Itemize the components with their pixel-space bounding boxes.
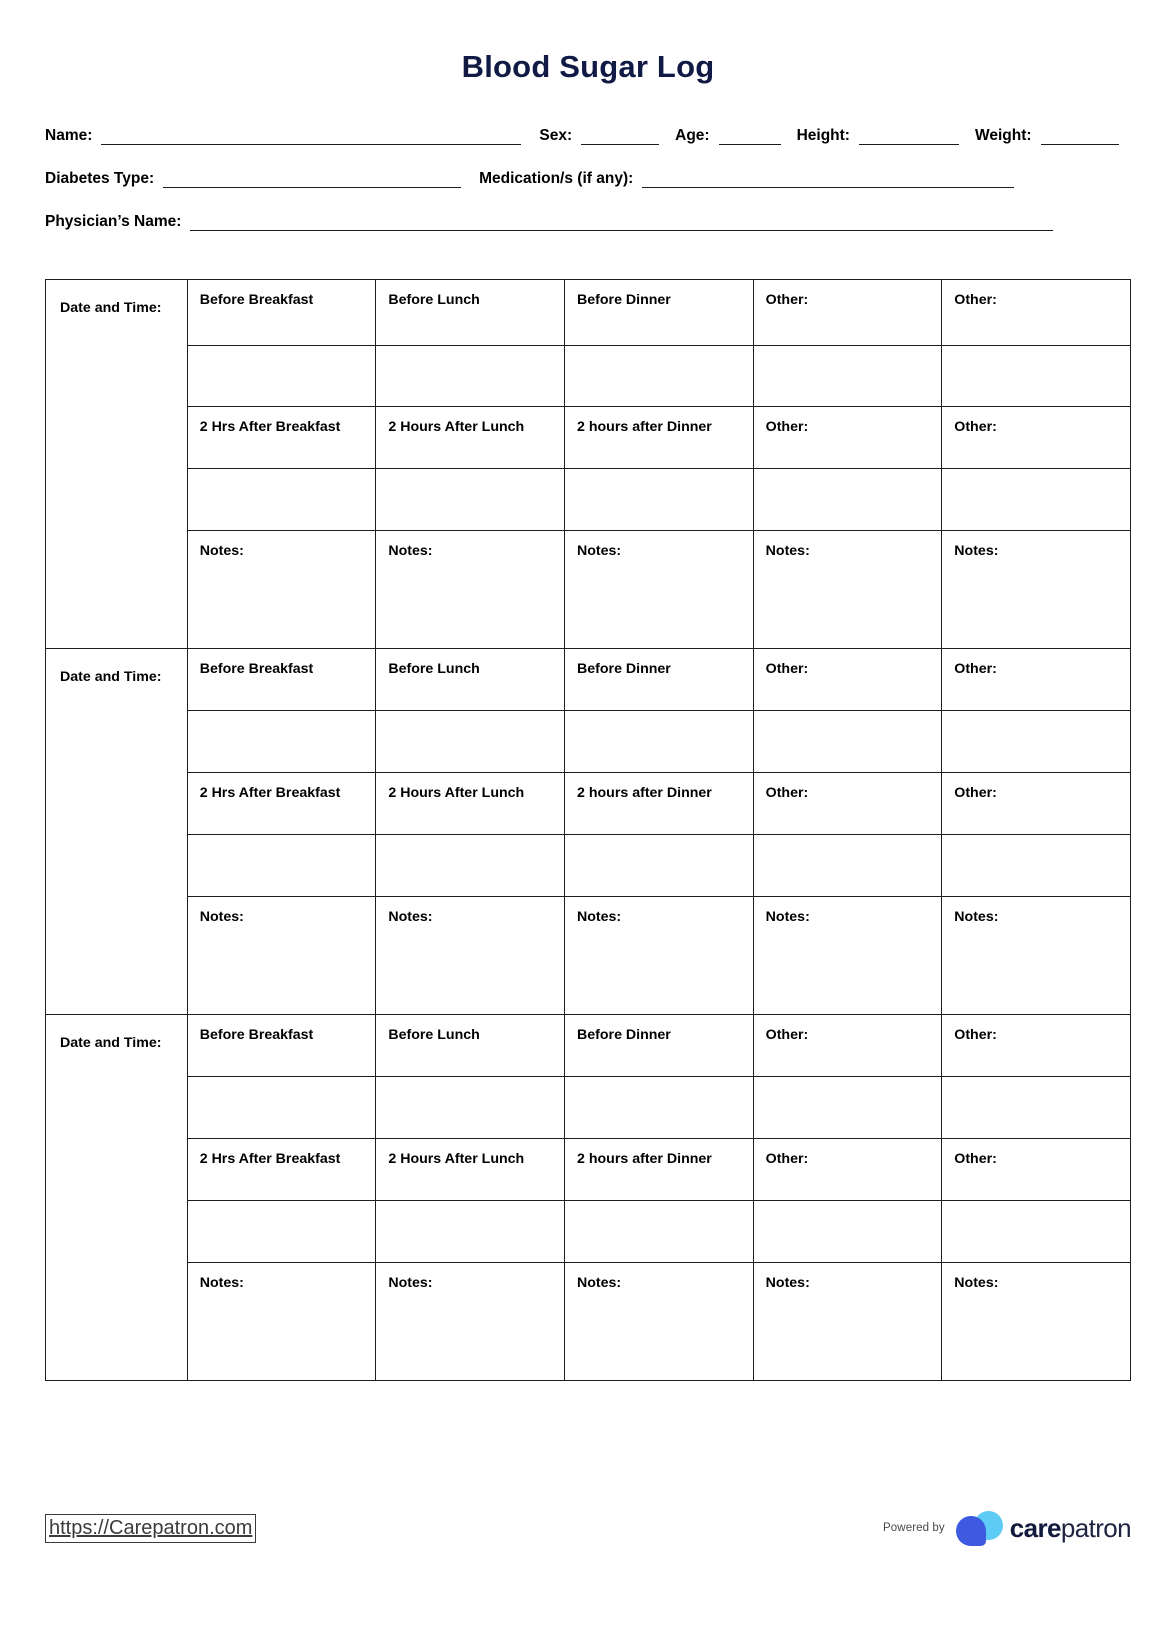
entry-after-breakfast-1[interactable] [187,469,376,531]
field-label-physician-name: Physician’s Name: [45,213,182,231]
header-after-breakfast-1: 2 Hrs After Breakfast [187,407,376,469]
table-row [46,1077,1131,1139]
entry-other-b-1[interactable] [942,346,1131,407]
entry-after-lunch-3[interactable] [376,1201,565,1263]
table-row [46,1015,1131,1077]
header-before-breakfast-2: Before Breakfast [187,649,376,711]
header-after-breakfast-2: 2 Hrs After Breakfast [187,773,376,835]
carepatron-logo [956,1511,1131,1545]
entry-before-breakfast-2[interactable] [187,711,376,773]
entry-after-other-a-3[interactable] [753,1201,942,1263]
header-before-lunch-3: Before Lunch [376,1015,565,1077]
field-label-diabetes-type: Diabetes Type: [45,170,155,188]
carepatron-website-link[interactable]: https://Carepatron.com [45,1514,256,1543]
header-before-breakfast-3: Before Breakfast [187,1015,376,1077]
entry-after-other-b-1[interactable] [942,469,1131,531]
field-name [45,127,521,145]
notes-cell-3-1[interactable]: Notes: [187,1263,376,1381]
field-height [797,127,959,145]
entry-after-other-a-2[interactable] [753,835,942,897]
field-label-medications: Medication/s (if any): [479,170,634,188]
header-other-b-2: Other: [942,649,1131,711]
table-row [46,407,1131,469]
table-row [46,773,1131,835]
diabetes-type-input[interactable] [163,173,461,188]
header-after-breakfast-3: 2 Hrs After Breakfast [187,1139,376,1201]
header-other-b-3: Other: [942,1015,1131,1077]
entry-after-lunch-1[interactable] [376,469,565,531]
notes-cell-2-1[interactable]: Notes: [187,897,376,1015]
header-before-lunch-1: Before Lunch [376,280,565,346]
entry-after-dinner-3[interactable] [565,1201,754,1263]
entry-before-dinner-1[interactable] [565,346,754,407]
field-label-height: Height: [796,127,850,145]
header-after-other-a-1: Other: [753,407,942,469]
physician-name-input[interactable] [190,216,1053,231]
table-row [46,469,1131,531]
carepatron-wordmark [1010,1514,1131,1542]
table-row [46,1263,1131,1381]
header-other-a-2: Other: [753,649,942,711]
entry-other-a-1[interactable] [753,346,942,407]
notes-cell-1-2[interactable]: Notes: [376,531,565,649]
field-label-weight: Weight: [974,127,1032,145]
header-after-other-b-2: Other: [942,773,1131,835]
page-title: Blood Sugar Log [461,49,715,84]
sex-input[interactable] [581,130,659,145]
notes-cell-2-4[interactable]: Notes: [753,897,942,1015]
table-row [46,531,1131,649]
header-after-lunch-3: 2 Hours After Lunch [376,1139,565,1201]
notes-cell-2-3[interactable]: Notes: [565,897,754,1015]
entry-after-breakfast-2[interactable] [187,835,376,897]
brand-block [883,1511,1131,1545]
entry-after-other-b-2[interactable] [942,835,1131,897]
wordmark-patron: patron [1060,1513,1131,1543]
header-before-lunch-2: Before Lunch [376,649,565,711]
table-row [46,1201,1131,1263]
header-after-lunch-1: 2 Hours After Lunch [376,407,565,469]
field-diabetes-type [45,170,461,188]
entry-after-breakfast-3[interactable] [187,1201,376,1263]
patient-info-form [45,123,1131,231]
notes-cell-1-3[interactable]: Notes: [565,531,754,649]
notes-cell-1-5[interactable]: Notes: [942,531,1131,649]
header-before-dinner-1: Before Dinner [565,280,754,346]
header-before-dinner-2: Before Dinner [565,649,754,711]
entry-other-b-3[interactable] [942,1077,1131,1139]
entry-other-a-2[interactable] [753,711,942,773]
form-row-diabetes [45,166,1131,188]
notes-cell-1-4[interactable]: Notes: [753,531,942,649]
notes-cell-3-3[interactable]: Notes: [565,1263,754,1381]
notes-cell-1-1[interactable]: Notes: [187,531,376,649]
table-row [46,1139,1131,1201]
form-row-physician [45,209,1131,231]
entry-before-lunch-1[interactable] [376,346,565,407]
header-other-b-1: Other: [942,280,1131,346]
datetime-cell-1[interactable]: Date and Time: [46,280,188,649]
entry-other-b-2[interactable] [942,711,1131,773]
entry-before-breakfast-3[interactable] [187,1077,376,1139]
header-after-dinner-2: 2 hours after Dinner [565,773,754,835]
medications-input[interactable] [642,173,1014,188]
entry-before-breakfast-1[interactable] [187,346,376,407]
notes-cell-3-5[interactable]: Notes: [942,1263,1131,1381]
datetime-cell-3[interactable]: Date and Time: [46,1015,188,1381]
entry-before-dinner-2[interactable] [565,711,754,773]
entry-after-other-a-1[interactable] [753,469,942,531]
table-row [46,346,1131,407]
entry-other-a-3[interactable] [753,1077,942,1139]
entry-after-dinner-1[interactable] [565,469,754,531]
entry-after-lunch-2[interactable] [376,835,565,897]
field-label-age: Age: [675,127,710,145]
table-row [46,835,1131,897]
carepatron-logo-icon [956,1511,1003,1545]
header-before-breakfast-1: Before Breakfast [187,280,376,346]
table-row [46,897,1131,1015]
entry-before-dinner-3[interactable] [565,1077,754,1139]
notes-cell-3-2[interactable]: Notes: [376,1263,565,1381]
field-label-name: Name: [45,127,93,145]
logo-blob-front [956,1516,986,1546]
notes-cell-3-4[interactable]: Notes: [753,1263,942,1381]
datetime-cell-2[interactable]: Date and Time: [46,649,188,1015]
powered-by-label: Powered by [883,1522,945,1534]
notes-cell-2-5[interactable]: Notes: [942,897,1131,1015]
notes-cell-2-2[interactable]: Notes: [376,897,565,1015]
header-after-other-b-3: Other: [942,1139,1131,1201]
header-after-other-b-1: Other: [942,407,1131,469]
field-physician-name [45,213,1053,231]
height-input[interactable] [859,130,959,145]
wordmark-care: care [1009,1513,1061,1543]
field-label-sex: Sex: [539,127,573,145]
table-row [46,711,1131,773]
header-after-dinner-1: 2 hours after Dinner [565,407,754,469]
header-other-a-3: Other: [753,1015,942,1077]
field-weight [975,127,1119,145]
header-after-other-a-3: Other: [753,1139,942,1201]
table-row [46,280,1131,346]
header-before-dinner-3: Before Dinner [565,1015,754,1077]
field-sex [539,127,659,145]
name-input[interactable] [101,130,521,145]
blood-sugar-log-table [45,279,1131,1381]
form-row-identity [45,123,1131,145]
age-input[interactable] [719,130,781,145]
entry-after-dinner-2[interactable] [565,835,754,897]
entry-after-other-b-3[interactable] [942,1201,1131,1263]
entry-before-lunch-2[interactable] [376,711,565,773]
header-after-dinner-3: 2 hours after Dinner [565,1139,754,1201]
field-medications [479,170,1014,188]
field-age [675,127,780,145]
header-after-lunch-2: 2 Hours After Lunch [376,773,565,835]
entry-before-lunch-3[interactable] [376,1077,565,1139]
weight-input[interactable] [1041,130,1119,145]
header-after-other-a-2: Other: [753,773,942,835]
table-row [46,649,1131,711]
header-other-a-1: Other: [753,280,942,346]
page-footer [45,1504,1131,1552]
